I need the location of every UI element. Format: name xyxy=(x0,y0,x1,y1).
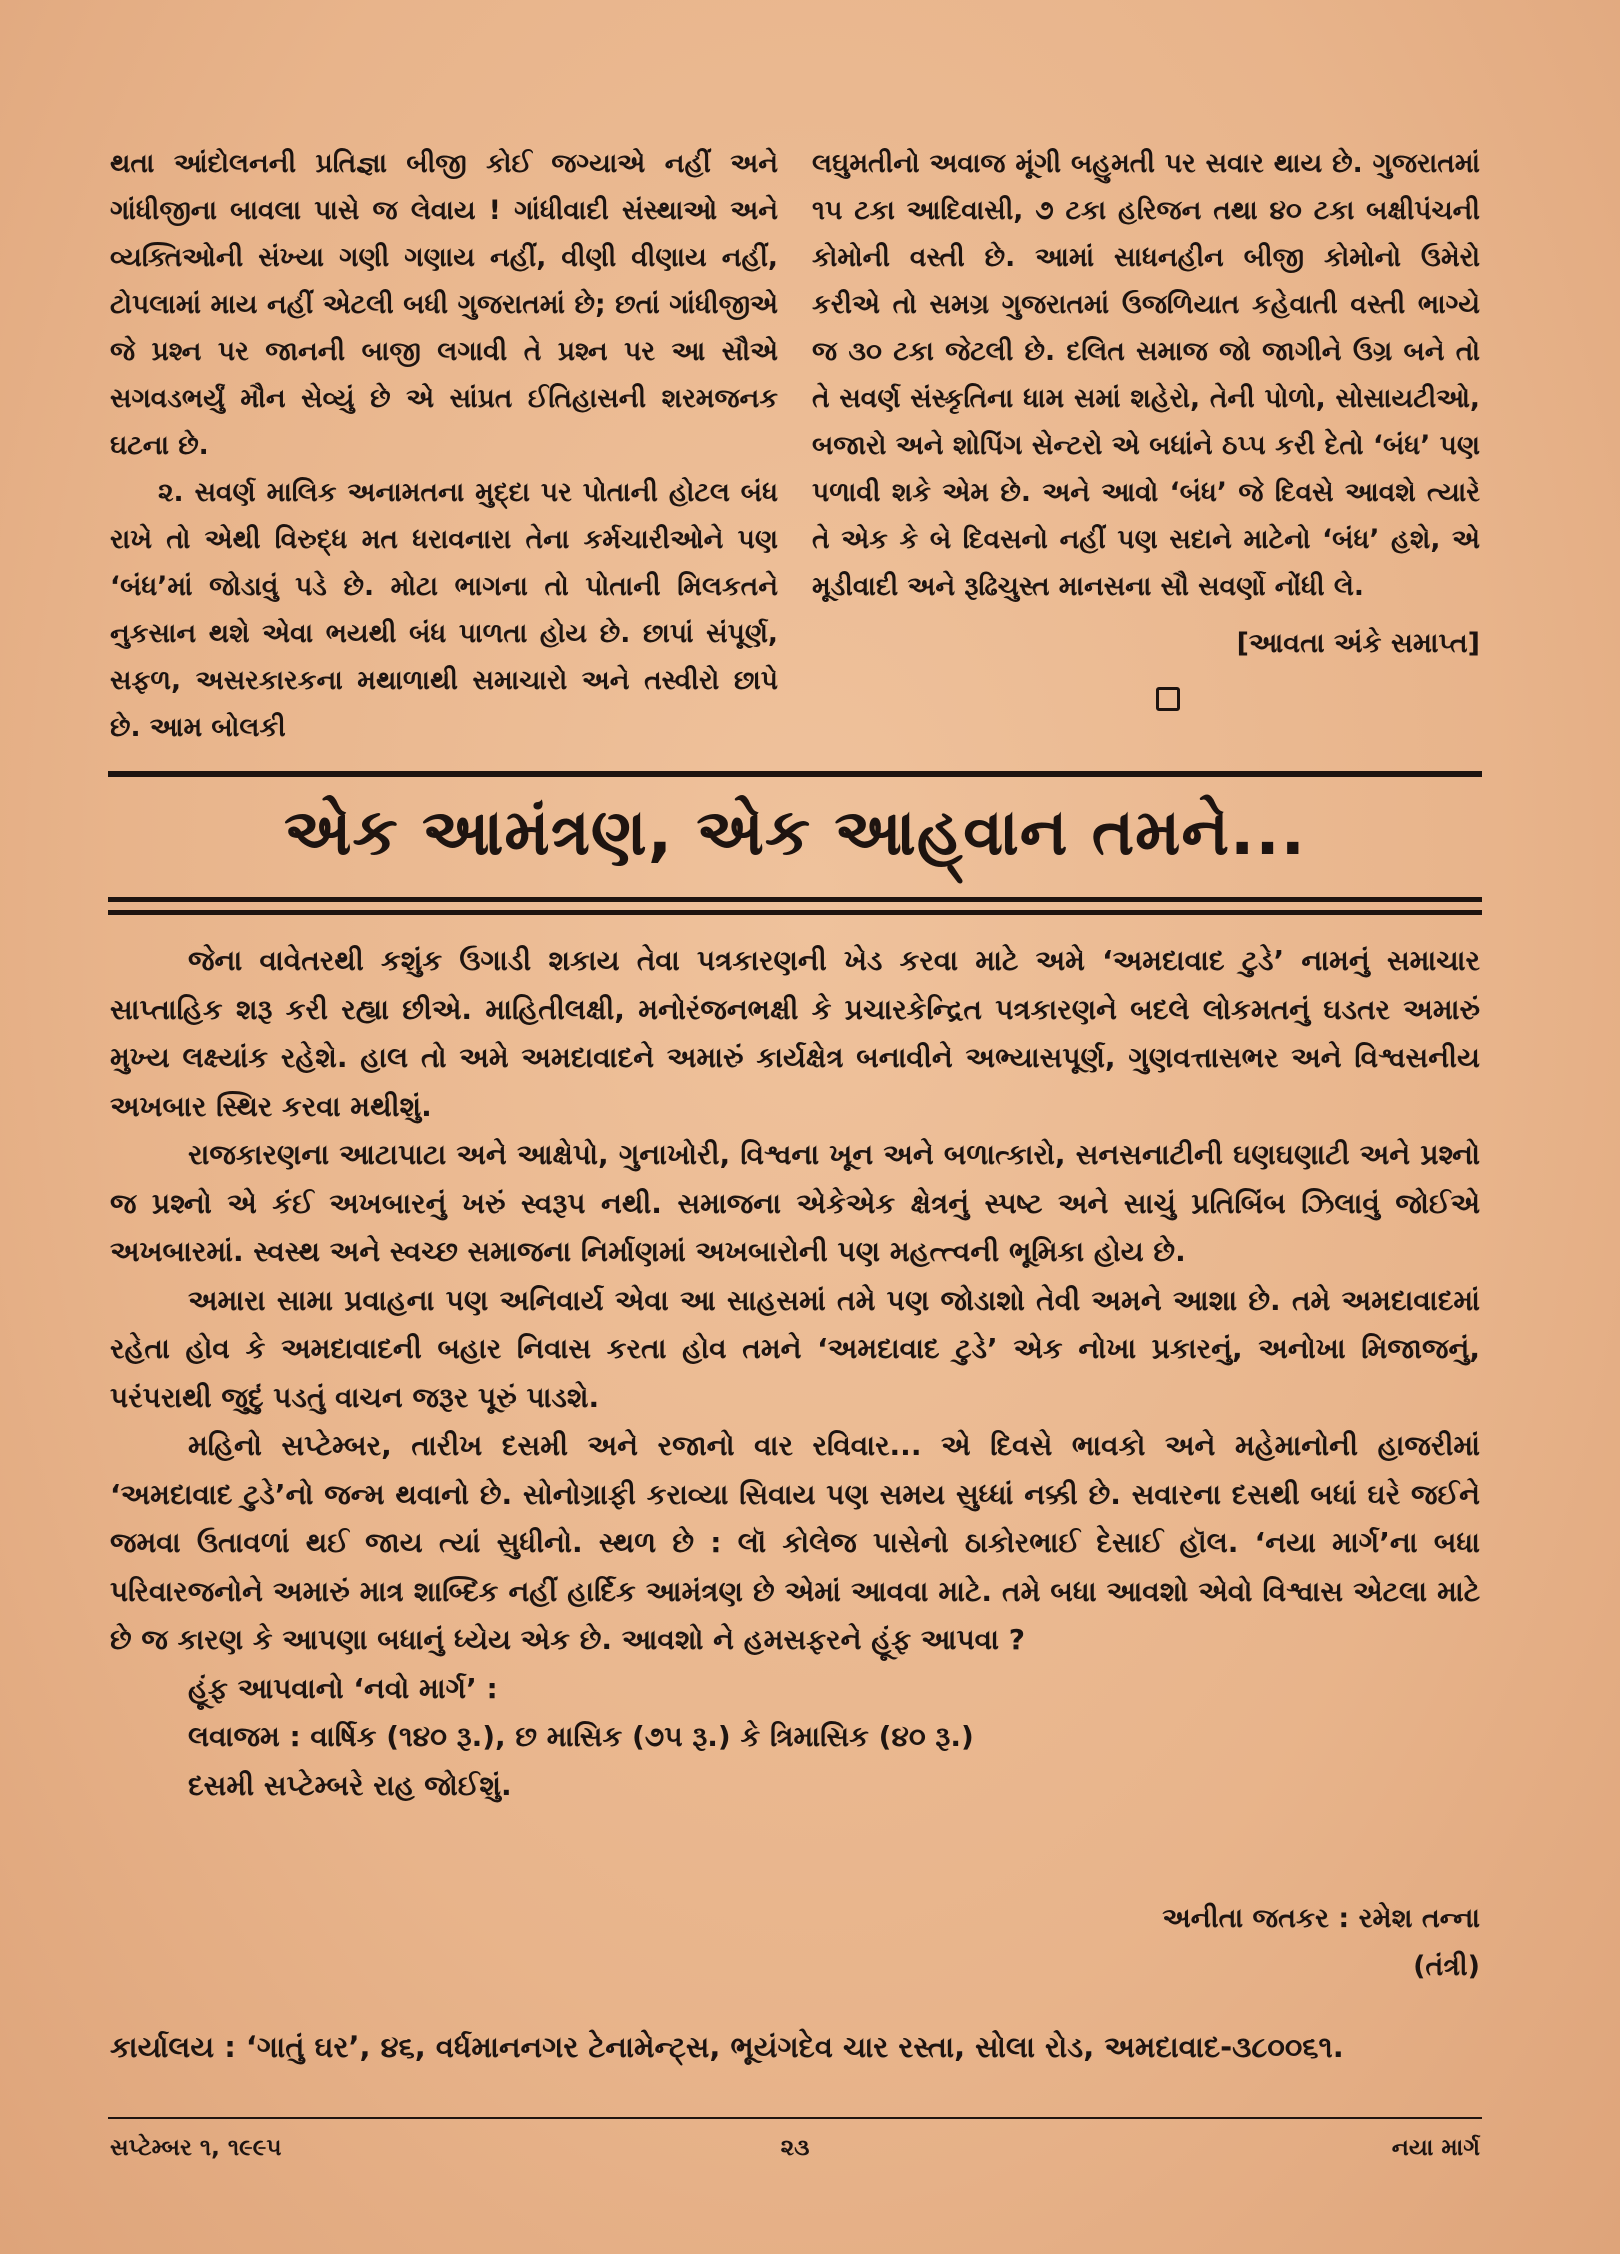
article-continuation xyxy=(110,140,1480,751)
invitation-body xyxy=(110,937,1480,1810)
page-footer xyxy=(110,2135,1480,2161)
office-address: કાર્યાલય : ‘ગાતું ઘર’, ૪૬, વર્ધમાનનગર ટેનામેન્ટ્સ, ભૂયંગદેવ ચાર રસ્તા, સોલા રોડ, અમદાવાદ-૩૮૦૦૬૧. xyxy=(110,2030,1344,2064)
invitation-paragraph-4: મહિનો સપ્ટેમ્બર, તારીખ દસમી અને રજાનો વાર રવિવાર... એ દિવસે ભાવકો અને મહેમાનોની હાજરીમાં ‘અમદાવાદ ટુડે’નો જન્મ થવાનો છે. સોનોગ્રાફી કરાવ્યા સિવાય પણ સમય સુધ્ધાં નક્કી છે. સવારના દસથી બધાં ઘરે જઈને જમવા ઉતાવળાં થઈ જાય ત્યાં સુધીનો. સ્થળ છે : લૉ કોલેજ પાસેનો ઠાકોરભાઈ દેસાઈ હૉલ. ‘નયા માર્ગ’ના બધા પરિવારજનોને અમારું માત્ર શાબ્દિક નહીં હાર્દિક આમંત્રણ છે એમાં આવવા માટે. તમે બધા આવશો એવો વિશ્વાસ એટલા માટે છે જ કારણ કે આપણા બધાનું ધ્યેય એક છે. આવશો ને હમસફરને હૂંફ આપવા ? xyxy=(110,1429,1480,1656)
issue-date: સપ્ટેમ્બર ૧, ૧૯૯૫ xyxy=(110,2135,282,2161)
subscription-heading: હૂંફ આપવાનો ‘નવો માર્ગ’ : xyxy=(188,1671,498,1705)
editor-role: (તંત્રી) xyxy=(1413,1951,1480,1982)
footer-divider xyxy=(108,2117,1482,2119)
right-column-paragraph-1: લઘુમતીનો અવાજ મૂંગી બહુમતી પર સવાર થાય છે. ગુજરાતમાં ૧૫ ટકા આદિવાસી, ૭ ટકા હરિજન તથા ૪૦ ટકા બક્ષીપંચની કોમોની વસ્તી છે. આમાં સાધનહીન બીજી કોમોનો ઉમેરો કરીએ તો સમગ્ર ગુજરાતમાં ઉજળિયાત કહેવાતી વસ્તી ભાગ્યે જ ૩૦ ટકા જેટલી છે. દલિત સમાજ જો જાગીને ઉગ્ર બને તો તે સવર્ણ સંસ્કૃતિના ધામ સમાં શહેરો, તેની પોળો, સોસાયટીઓ, બજારો અને શોપિંગ સેન્ટરો એ બધાંને ઠપ્પ કરી દેતો ‘બંધ’ પણ પળાવી શકે એમ છે. અને આવો ‘બંધ’ જે દિવસે આવશે ત્યારે તે એક કે બે દિવસનો નહીં પણ સદાને માટેનો ‘બંધ’ હશે, એ મૂડીવાદી અને રૂઢિચુસ્ત માનસના સૌ સવર્ણો નોંધી લે. xyxy=(812,148,1480,602)
divider-double-b xyxy=(108,910,1482,915)
left-column-paragraph-1: થતા આંદોલનની પ્રતિજ્ઞા બીજી કોઈ જગ્યાએ નહીં અને ગાંધીજીના બાવલા પાસે જ લેવાય ! ગાંધીવાદી સંસ્થાઓ અને વ્યક્તિઓની સંખ્યા ગણી ગણાય નહીં, વીણી વીણાય નહીં, ટોપલામાં માય નહીં એટલી બધી ગુજરાતમાં છે; છતાં ગાંધીજીએ જે પ્રશ્ન પર જાનની બાજી લગાવી તે પ્રશ્ન પર આ સૌએ સગવડભર્યું મૌન સેવ્યું છે એ સાંપ્રત ઈતિહાસની શરમજનક ઘટના છે. xyxy=(110,148,778,461)
invitation-paragraph-3: અમારા સામા પ્રવાહના પણ અનિવાર્ય એવા આ સાહસમાં તમે પણ જોડાશો તેવી અમને આશા છે. તમે અમદાવાદમાં રહેતા હોવ કે અમદાવાદની બહાર નિવાસ કરતા હોવ તમને ‘અમદાવાદ ટુડે’ એક નોખા પ્રકારનું, અનોખા મિજાજનું, પરંપરાથી જુદું પડતું વાચન જરૂર પૂરું પાડશે. xyxy=(110,1283,1480,1414)
invitation-paragraph-2: રાજકારણના આટાપાટા અને આક્ષેપો, ગુનાખોરી, વિશ્વના ખૂન અને બળાત્કારો, સનસનાટીની ઘણઘણાટી અને પ્રશ્નો જ પ્રશ્નો એ કંઈ અખબારનું ખરું સ્વરૂપ નથી. સમાજના એકેએક ક્ષેત્રનું સ્પષ્ટ અને સાચું પ્રતિબિંબ ઝિલાવું જોઈએ અખબારમાં. સ્વસ્થ અને સ્વચ્છ સમાજના નિર્માણમાં અખબારોની પણ મહત્ત્વની ભૂમિકા હોય છે. xyxy=(110,1138,1480,1268)
closing-line: દસમી સપ્ટેમ્બરે રાહ જોઈશું. xyxy=(188,1768,512,1802)
left-column xyxy=(110,140,778,751)
divider-double-a xyxy=(108,897,1482,902)
right-column xyxy=(812,140,1480,751)
invitation-paragraph-1: જેના વાવેતરથી કશુંક ઉગાડી શકાય તેવા પત્રકારણની ખેડ કરવા માટે અમે ‘અમદાવાદ ટુડે’ નામનું સમાચાર સાપ્તાહિક શરૂ કરી રહ્યા છીએ. માહિતીલક્ષી, મનોરંજનભક્ષી કે પ્રચારકેન્દ્રિત પત્રકારણને બદલે લોકમતનું ઘડતર અમારું મુખ્ય લક્ષ્યાંક રહેશે. હાલ તો અમે અમદાવાદને અમારું કાર્યક્ષેત્ર બનાવીને અભ્યાસપૂર્ણ, ગુણવત્તાસભર અને વિશ્વસનીય અખબાર સ્થિર કરવા મથીશું. xyxy=(110,944,1480,1123)
subscription-rates: લવાજમ : વાર્ષિક (૧૪૦ રૂ.), છ માસિક (૭૫ રૂ.) કે ત્રિમાસિક (૪૦ રૂ.) xyxy=(188,1720,974,1753)
left-column-paragraph-2: ૨. સવર્ણ માલિક અનામતના મુદ્દા પર પોતાની હોટલ બંધ રાખે તો એથી વિરુદ્ધ મત ધરાવનારા તેના કર્મચારીઓને પણ ‘બંધ’માં જોડાવું પડે છે. મોટા ભાગના તો પોતાની મિલકતને નુકસાન થશે એવા ભયથી બંધ પાળતા હોય છે. છાપાં સંપૂર્ણ, સફળ, અસરકારકના મથાળાથી સમાચારો અને તસ્વીરો છાપે છે. આમ બોલકી xyxy=(110,477,778,743)
end-of-article-box-icon xyxy=(1156,687,1180,711)
page-number: ૨૩ xyxy=(780,2135,810,2161)
signature-block xyxy=(1162,1895,1480,1991)
to-be-continued-note: [આવતા અંકે સમાપ્ત] xyxy=(1236,628,1480,659)
magazine-name: નયા માર્ગ xyxy=(1391,2135,1481,2161)
divider-top xyxy=(108,771,1482,777)
editor-names: અનીતા જતકર : રમેશ તન્ના xyxy=(1162,1903,1480,1934)
invitation-headline: એક આમંત્રણ, એક આહ્‌વાન તમને... xyxy=(284,796,1306,870)
